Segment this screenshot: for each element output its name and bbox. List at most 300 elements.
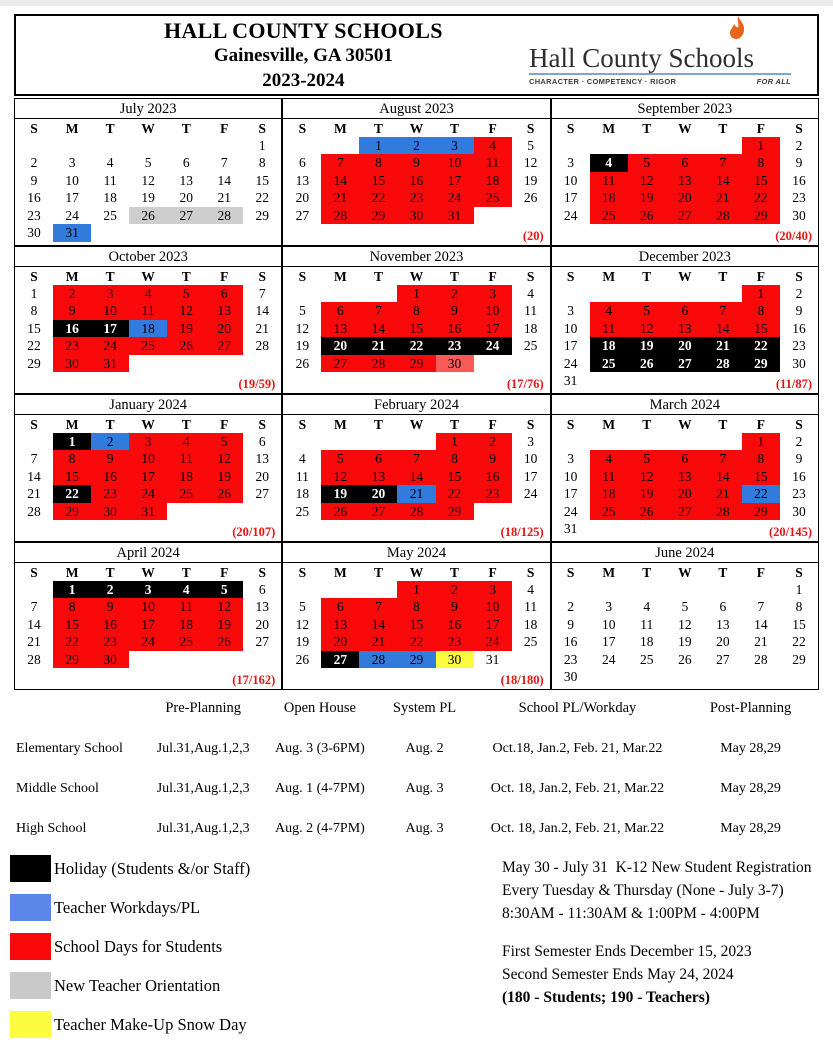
weekday-header: T [181,269,191,284]
weekday-header: F [488,565,497,580]
day-cell: 23 [27,207,41,223]
day-cell: 18 [590,485,628,503]
day-cell: 29 [792,651,806,667]
day-cell: 26 [129,207,167,225]
month-title: July 2023 [15,99,281,119]
day-cell [666,285,704,303]
day-cell: 16 [53,320,91,338]
weekday-header: S [30,565,38,580]
day-cell [552,137,590,155]
day-cell: 24 [474,633,512,651]
day-cell: 2 [795,137,803,153]
day-cell: 5 [681,599,689,614]
weekday-header: M [65,565,79,580]
logo-wordmark: Hall County Schools [529,42,755,73]
day-cell [167,355,205,373]
day-cell: 30 [27,225,41,240]
day-cell: 22 [53,633,91,651]
weekday-header: S [566,565,575,580]
day-cell: 23 [436,337,474,355]
day-cell: 17 [563,338,578,353]
day-cell: 2 [795,433,803,449]
day-cell: 27 [255,486,270,501]
day-cell: 16 [436,616,474,634]
day-cell: 18 [167,616,205,634]
day-cell: 20 [321,633,359,651]
day-cell: 16 [474,468,512,486]
month-days-grid [283,119,549,224]
month-days-grid [552,563,818,686]
day-cell: 17 [65,190,79,205]
weekday-header: T [450,565,460,580]
schedule-row-label: Elementary School [16,741,123,756]
day-cell: 5 [144,155,152,170]
month-calendar [282,394,550,542]
legend-swatch [10,855,51,882]
weekday-header: S [795,417,803,432]
day-cell: 18 [474,172,512,190]
month-calendar [551,394,819,542]
day-cell: 28 [359,651,397,669]
weekday-header: W [678,121,692,136]
day-cell: 18 [590,189,628,207]
day-cell: 31 [485,651,500,667]
header-titles [164,18,443,93]
day-cell: 14 [359,616,397,634]
schedule-cell: Jul.31,Aug.1,2,3 [156,781,250,796]
day-cell: 20 [666,485,704,503]
day-cell: 8 [436,450,474,468]
day-cell: 12 [523,155,538,170]
day-cell: 20 [716,634,730,649]
day-cell: 29 [27,355,41,371]
month-calendar [551,98,819,246]
weekday-header: T [450,121,460,136]
month-title: November 2023 [283,247,549,267]
day-cell: 25 [590,355,628,373]
day-cell: 25 [523,634,538,649]
day-cell: 10 [436,154,474,172]
month-calendar [14,394,282,542]
day-cell: 15 [27,320,41,336]
day-cell: 14 [704,320,742,338]
day-cell: 26 [295,651,310,667]
day-cell: 3 [567,451,575,466]
weekday-header: S [526,417,535,432]
day-cell: 30 [792,207,806,223]
day-cell [359,433,397,451]
legend-label: Holiday (Students &/or Staff) [54,858,251,878]
weekday-header: W [678,417,692,432]
weekday-header: F [220,417,229,432]
day-cell [590,433,628,451]
day-cell [628,372,666,390]
day-cell: 28 [27,503,41,519]
day-cell: 20 [295,190,310,205]
day-cell [704,581,742,599]
schedule-column-header: System PL [392,700,457,716]
day-cell: 15 [742,320,780,338]
weekday-header: M [334,269,347,284]
day-cell: 16 [436,320,474,338]
flame-icon [727,16,747,46]
month-calendar [14,98,282,246]
month-title: August 2023 [283,99,549,119]
day-cell: 30 [792,355,806,371]
month-days-grid [552,267,818,390]
day-cell [512,355,550,373]
school-day-count: (19/59) [238,377,276,391]
day-cell: 9 [436,598,474,616]
month-days-grid [283,267,549,372]
day-cell: 17 [91,320,129,338]
weekday-header: M [602,565,616,580]
day-cell: 16 [397,172,435,190]
day-cell: 9 [567,616,575,632]
day-cell: 9 [53,302,91,320]
day-cell: 8 [53,450,91,468]
day-cell [704,285,742,303]
weekday-header: T [718,269,728,284]
day-cell [321,137,359,155]
day-cell: 19 [628,337,666,355]
day-cell: 13 [321,616,359,634]
day-cell: 14 [27,468,41,484]
day-cell: 11 [167,450,205,468]
day-cell: 14 [754,616,768,632]
page-edge [0,0,833,6]
day-cell: 5 [527,137,534,153]
day-cell: 4 [590,302,628,320]
day-cell: 27 [167,207,205,225]
day-cell: 25 [590,207,628,225]
day-cell: 25 [167,485,205,503]
day-cell: 17 [474,320,512,338]
day-cell: 24 [91,337,129,355]
day-cell [628,581,666,599]
month-calendar [282,246,550,394]
day-cell: 24 [601,651,616,667]
day-cell [15,137,53,155]
day-cell: 25 [295,503,310,519]
day-cell [129,355,167,373]
day-cell: 31 [129,503,167,521]
schedule-column-header: Open House [283,700,356,716]
school-day-count: (18/180) [500,673,544,687]
schedule-cell: Oct.18, Jan.2, Feb. 21, Mar.22 [492,741,663,756]
day-cell: 9 [795,451,803,466]
day-cell: 11 [167,598,205,616]
day-cell: 23 [53,337,91,355]
day-cell: 13 [179,172,193,188]
weekday-header: T [181,565,191,580]
day-cell: 14 [359,320,397,338]
month-title: May 2024 [283,543,549,563]
day-cell: 27 [666,503,704,521]
day-cell: 11 [524,599,538,614]
day-cell: 21 [217,190,231,205]
day-cell: 25 [640,651,654,667]
weekday-header: F [488,269,497,284]
day-cell: 28 [704,503,742,521]
day-cell: 27 [359,503,397,521]
weekday-header: S [30,121,38,136]
day-cell: 1 [359,137,397,155]
schedule-cell: Jul.31,Aug.1,2,3 [156,821,250,836]
day-cell [666,520,704,538]
day-cell: 7 [704,302,742,320]
day-cell [742,668,780,686]
day-cell [666,137,704,155]
weekday-header: F [220,565,229,580]
day-cell [205,503,243,521]
day-cell: 9 [30,172,38,188]
day-cell: 13 [295,172,310,188]
day-cell: 5 [205,433,243,451]
day-cell: 19 [167,320,205,338]
day-cell [704,137,742,155]
day-cell: 30 [91,503,129,521]
day-cell: 11 [295,468,309,484]
day-cell [590,137,628,155]
day-cell: 26 [628,207,666,225]
day-cell [243,224,281,242]
day-cell: 19 [295,338,310,353]
day-cell: 22 [436,485,474,503]
day-cell: 11 [590,468,628,486]
day-cell: 12 [321,468,359,486]
weekday-header: S [30,417,38,432]
day-cell [474,355,512,373]
day-cell: 1 [795,581,803,597]
day-cell: 13 [359,468,397,486]
month-calendar [14,246,282,394]
day-cell: 13 [716,616,730,632]
day-cell: 19 [678,634,692,649]
day-cell [628,520,666,538]
school-day-count: (20/145) [768,525,812,539]
schedule-cell: Aug. 2 [405,741,444,756]
month-title: October 2023 [15,247,281,267]
day-cell: 20 [255,616,270,632]
day-cell [167,503,205,521]
weekday-header: S [795,565,803,580]
day-cell [590,285,628,303]
weekday-header: F [756,565,766,580]
day-cell: 3 [91,285,129,303]
day-cell: 17 [601,634,616,649]
day-cell: 18 [523,616,538,632]
semester-note-line: Second Semester Ends May 24, 2024 [502,966,734,983]
weekday-header: F [488,121,497,136]
legend-item [10,972,502,999]
day-cell: 1 [53,433,91,451]
day-cell: 3 [567,155,575,170]
day-cell: 1 [30,285,38,301]
day-cell [129,137,167,155]
day-cell [628,285,666,303]
legend-label: Teacher Make-Up Snow Day [54,1014,247,1034]
day-cell: 21 [255,320,270,336]
day-cell [666,668,704,686]
day-cell [742,581,780,599]
day-cell: 27 [666,355,704,373]
weekday-header: W [409,269,424,284]
weekday-header: W [141,269,155,284]
day-cell: 26 [523,190,538,205]
notes [502,855,823,1050]
day-cell: 18 [129,320,167,338]
day-cell: 15 [53,616,91,634]
schedule-corner [14,696,143,717]
month-days-grid [283,415,549,520]
day-cell: 24 [436,189,474,207]
day-cell [397,433,435,451]
day-cell [205,355,243,373]
day-cell: 17 [129,468,167,486]
schedule-row-label: High School [16,821,87,836]
day-cell: 15 [792,616,806,632]
day-cell: 4 [590,154,628,172]
day-cell: 17 [523,468,538,484]
day-cell: 6 [298,155,306,170]
day-cell: 10 [129,450,167,468]
weekday-header: T [373,565,383,580]
semester-note-line: First Semester Ends December 15, 2023 [502,943,752,960]
day-cell: 1 [742,137,780,155]
day-cell [321,581,359,599]
day-cell [205,651,243,669]
weekday-header: W [141,565,155,580]
day-cell: 14 [704,468,742,486]
day-cell [167,137,205,155]
district-logo [529,25,791,86]
school-day-count: (17/162) [232,673,276,687]
day-cell: 7 [704,450,742,468]
day-cell: 21 [704,485,742,503]
day-cell: 5 [628,154,666,172]
day-cell: 6 [321,598,359,616]
weekday-header: T [373,269,383,284]
weekday-header: M [65,121,79,136]
schedule-cell: Jul.31,Aug.1,2,3 [156,741,250,756]
month-calendar [282,542,550,690]
day-cell: 2 [474,433,512,451]
day-cell: 16 [792,172,806,188]
day-cell: 2 [91,433,129,451]
legend-swatch [10,972,51,999]
day-cell: 12 [205,450,243,468]
month-days-grid [552,119,818,224]
day-cell: 20 [255,468,270,484]
day-cell: 23 [792,338,806,353]
weekday-header: M [602,269,616,284]
day-cell: 6 [666,154,704,172]
day-cell [666,433,704,451]
day-cell: 12 [141,172,155,188]
day-cell [512,503,550,521]
weekday-header: W [678,565,692,580]
day-cell: 3 [567,303,575,318]
day-cell: 27 [205,337,243,355]
day-cell: 27 [295,207,310,223]
weekday-header: W [409,121,424,136]
day-cell: 30 [397,207,435,225]
weekday-header: S [258,565,267,580]
day-cell [628,668,666,686]
day-cell: 27 [666,207,704,225]
day-cell [552,581,590,599]
day-cell: 10 [523,451,538,466]
day-cell: 14 [217,172,231,188]
weekday-header: T [105,417,115,432]
day-cell: 12 [678,616,692,632]
weekday-header: M [334,121,347,136]
day-cell: 7 [30,451,38,466]
day-cell: 22 [742,189,780,207]
day-cell: 4 [474,137,512,155]
weekday-header: S [298,417,307,432]
weekday-header: S [526,269,535,284]
day-cell: 28 [255,338,270,353]
day-cell: 8 [30,303,38,318]
calendar-grid [14,98,819,690]
day-cell: 22 [742,337,780,355]
day-cell: 10 [65,172,79,188]
schedule-cell: Oct. 18, Jan.2, Feb. 21, Mar.22 [490,781,665,796]
day-cell: 9 [795,155,803,170]
day-cell: 31 [91,355,129,373]
weekday-header: T [450,417,460,432]
weekday-header: T [181,417,191,432]
day-cell [512,651,550,669]
weekday-header: W [141,417,155,432]
weekday-header: T [181,121,191,136]
footer-area [10,855,823,1050]
day-cell: 20 [359,485,397,503]
day-cell: 16 [563,634,578,649]
day-cell: 21 [27,634,41,649]
day-cell: 30 [792,503,806,519]
day-cell: 13 [321,320,359,338]
day-cell: 31 [563,521,578,536]
day-cell: 10 [474,302,512,320]
day-cell: 29 [359,207,397,225]
weekday-header: S [30,269,38,284]
day-cell: 10 [563,468,578,484]
day-cell: 10 [563,320,578,336]
day-cell: 13 [666,320,704,338]
day-cell: 11 [524,303,538,318]
day-cell [666,581,704,599]
month-calendar [14,542,282,690]
day-cell: 28 [704,355,742,373]
day-cell: 7 [359,302,397,320]
day-cell: 2 [436,285,474,303]
day-cell: 7 [704,154,742,172]
day-cell: 8 [359,154,397,172]
day-cell [283,433,321,451]
day-cell: 28 [704,207,742,225]
day-cell: 31 [53,224,91,242]
day-cell: 5 [298,599,306,614]
school-day-count: (20/107) [232,525,276,539]
day-cell: 16 [792,320,806,336]
day-cell: 23 [792,486,806,501]
day-cell: 4 [167,433,205,451]
day-cell: 1 [397,581,435,599]
logo-underline [529,73,791,75]
